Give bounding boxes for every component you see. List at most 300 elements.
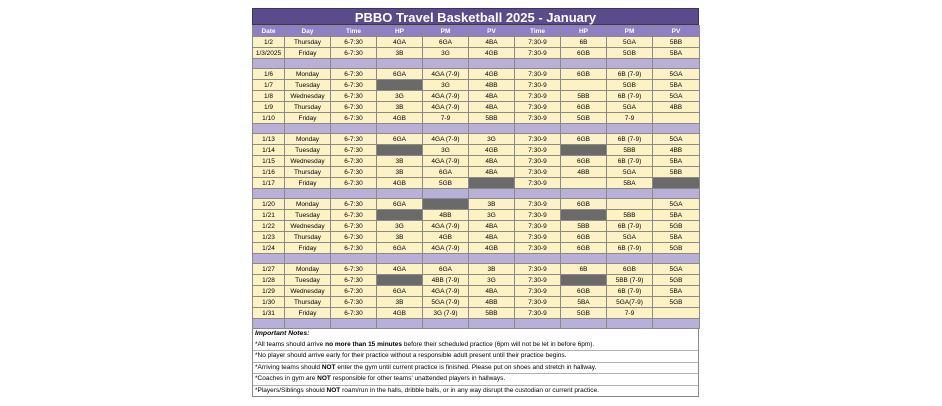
schedule-cell: Friday xyxy=(285,243,331,254)
note-line xyxy=(253,340,698,351)
schedule-cell: 6GB xyxy=(561,156,607,167)
schedule-cell: 1/8 xyxy=(253,91,285,102)
schedule-cell: Wednesday xyxy=(285,221,331,232)
schedule-cell: 4GB xyxy=(377,308,423,319)
note-emphasis: NOT xyxy=(317,375,331,382)
schedule-cell: 1/10 xyxy=(253,113,285,124)
schedule-row xyxy=(253,243,700,254)
column-header-2: Time xyxy=(331,26,377,37)
schedule-cell: 5BA xyxy=(653,156,700,167)
column-header-8: PM xyxy=(607,26,653,37)
schedule-cell: 5GB xyxy=(653,275,700,286)
schedule-cell: Wednesday xyxy=(285,91,331,102)
schedule-cell: 5BA xyxy=(653,48,700,59)
separator-cell xyxy=(253,59,285,69)
schedule-row xyxy=(253,134,700,145)
column-header-1: Day xyxy=(285,26,331,37)
schedule-cell: 7:30-9 xyxy=(515,221,561,232)
schedule-cell: 7:30-9 xyxy=(515,210,561,221)
schedule-cell: 3G (7-9) xyxy=(423,308,469,319)
schedule-cell: Wednesday xyxy=(285,286,331,297)
column-header-0: Date xyxy=(253,26,285,37)
schedule-cell: 4GB xyxy=(423,232,469,243)
column-header-7: HP xyxy=(561,26,607,37)
schedule-cell: 6-7:30 xyxy=(331,80,377,91)
column-header-3: HP xyxy=(377,26,423,37)
schedule-cell: 3G xyxy=(423,48,469,59)
schedule-cell: 4GB xyxy=(469,243,515,254)
schedule-row xyxy=(253,48,700,59)
schedule-cell: 5BA xyxy=(607,178,653,189)
schedule-cell: 5GA xyxy=(653,91,700,102)
schedule-cell: 4GB xyxy=(469,48,515,59)
schedule-cell xyxy=(607,199,653,210)
separator-cell xyxy=(253,189,285,199)
schedule-cell: 7:30-9 xyxy=(515,167,561,178)
schedule-cell: 5BB xyxy=(607,145,653,156)
schedule-cell xyxy=(561,80,607,91)
separator-cell xyxy=(377,254,423,264)
note-line xyxy=(253,362,698,374)
schedule-cell: 5BB xyxy=(469,308,515,319)
schedule-cell: 6-7:30 xyxy=(331,275,377,286)
blocked-cell xyxy=(469,178,515,189)
column-header-4: PM xyxy=(423,26,469,37)
separator-cell xyxy=(423,254,469,264)
schedule-cell: 6GA xyxy=(377,243,423,254)
notes-list xyxy=(253,340,698,397)
week-separator xyxy=(253,254,700,264)
schedule-cell: Friday xyxy=(285,48,331,59)
schedule-cell: 1/6 xyxy=(253,69,285,80)
schedule-cell: 7:30-9 xyxy=(515,69,561,80)
schedule-cell: 4BB xyxy=(561,167,607,178)
column-header-9: PV xyxy=(653,26,700,37)
schedule-cell: 6GB xyxy=(561,134,607,145)
note-line xyxy=(253,373,698,385)
schedule-cell: 4BB xyxy=(653,145,700,156)
separator-cell xyxy=(331,59,377,69)
week-separator xyxy=(253,319,700,329)
separator-cell xyxy=(561,124,607,134)
schedule-row xyxy=(253,178,700,189)
schedule-cell: 1/14 xyxy=(253,145,285,156)
schedule-cell: 6B (7-9) xyxy=(607,286,653,297)
schedule-row xyxy=(253,91,700,102)
separator-cell xyxy=(469,319,515,329)
schedule-cell: 6-7:30 xyxy=(331,297,377,308)
schedule-cell: 7:30-9 xyxy=(515,37,561,48)
schedule-cell: 5GA xyxy=(653,69,700,80)
schedule-cell: 4GA (7-9) xyxy=(423,243,469,254)
schedule-cell: 6-7:30 xyxy=(331,167,377,178)
separator-cell xyxy=(377,124,423,134)
blocked-cell xyxy=(423,199,469,210)
schedule-cell: 4GB xyxy=(469,145,515,156)
schedule-cell: 4BA xyxy=(469,167,515,178)
separator-cell xyxy=(423,59,469,69)
schedule-cell: 7:30-9 xyxy=(515,113,561,124)
schedule-cell: 6GB xyxy=(561,102,607,113)
schedule-cell: 5GB xyxy=(561,308,607,319)
separator-cell xyxy=(607,319,653,329)
separator-cell xyxy=(607,59,653,69)
separator-cell xyxy=(607,189,653,199)
schedule-cell: 1/27 xyxy=(253,264,285,275)
schedule-row xyxy=(253,275,700,286)
schedule-cell: 6GA xyxy=(377,134,423,145)
schedule-cell: 6-7:30 xyxy=(331,113,377,124)
schedule-cell: Thursday xyxy=(285,297,331,308)
blocked-cell xyxy=(377,80,423,91)
schedule-cell: 4GB xyxy=(377,113,423,124)
schedule-cell: Tuesday xyxy=(285,145,331,156)
schedule-cell: 3B xyxy=(377,102,423,113)
schedule-cell: 5GB xyxy=(423,178,469,189)
note-text: roam/run in the halls, dribble balls, or in any way disrupt the custodian or current practice. xyxy=(340,386,599,394)
schedule-cell: 1/17 xyxy=(253,178,285,189)
separator-cell xyxy=(377,189,423,199)
schedule-cell: 5GB xyxy=(653,297,700,308)
schedule-cell: 5GB xyxy=(561,113,607,124)
schedule-cell: 1/2 xyxy=(253,37,285,48)
schedule-cell: 6B (7-9) xyxy=(607,134,653,145)
schedule-cell: 3B xyxy=(377,167,423,178)
schedule-cell: 5GA xyxy=(653,264,700,275)
schedule-cell: 7:30-9 xyxy=(515,80,561,91)
schedule-cell: 7:30-9 xyxy=(515,178,561,189)
note-text: *All teams should arrive xyxy=(255,340,326,348)
schedule-cell: 4BA xyxy=(469,232,515,243)
note-text: *Arriving teams should xyxy=(255,363,322,371)
schedule-cell: Tuesday xyxy=(285,80,331,91)
schedule-cell: 4BA xyxy=(469,286,515,297)
note-emphasis: no more than 15 minutes xyxy=(325,340,403,348)
blocked-cell xyxy=(561,210,607,221)
schedule-cell: 4GA (7-9) xyxy=(423,134,469,145)
note-emphasis: NOT xyxy=(326,386,341,394)
separator-cell xyxy=(561,254,607,264)
separator-cell xyxy=(469,189,515,199)
schedule-cell: 6-7:30 xyxy=(331,145,377,156)
separator-cell xyxy=(423,124,469,134)
schedule-row xyxy=(253,199,700,210)
schedule-cell: 1/31 xyxy=(253,308,285,319)
separator-cell xyxy=(377,59,423,69)
separator-cell xyxy=(377,319,423,329)
note-text: *Players/Siblings should xyxy=(255,386,327,394)
schedule-cell: 5GB xyxy=(653,221,700,232)
schedule-row xyxy=(253,308,700,319)
schedule-cell: 6B (7-9) xyxy=(607,91,653,102)
schedule-cell: 7:30-9 xyxy=(515,243,561,254)
schedule-cell: 3G xyxy=(423,145,469,156)
schedule-cell: Friday xyxy=(285,178,331,189)
separator-cell xyxy=(331,319,377,329)
schedule-cell: 6-7:30 xyxy=(331,69,377,80)
schedule-cell: 5BA xyxy=(653,80,700,91)
schedule-cell: 5BA xyxy=(653,232,700,243)
schedule-cell: 3B xyxy=(377,156,423,167)
schedule-cell: 1/28 xyxy=(253,275,285,286)
separator-cell xyxy=(561,189,607,199)
schedule-cell: 5BA xyxy=(653,286,700,297)
schedule-cell: 5GB xyxy=(653,243,700,254)
schedule-cell: 5GA xyxy=(607,167,653,178)
separator-cell xyxy=(423,319,469,329)
column-header-6: Time xyxy=(515,26,561,37)
schedule-cell: 3B xyxy=(469,264,515,275)
blocked-cell xyxy=(377,275,423,286)
schedule-cell: 5GA xyxy=(607,102,653,113)
schedule-cell: 6-7:30 xyxy=(331,210,377,221)
schedule-cell: 7:30-9 xyxy=(515,286,561,297)
separator-cell xyxy=(331,254,377,264)
schedule-cell: Friday xyxy=(285,113,331,124)
schedule-cell: Thursday xyxy=(285,37,331,48)
schedule-cell: 6GA xyxy=(377,286,423,297)
schedule-row xyxy=(253,145,700,156)
separator-cell xyxy=(285,124,331,134)
schedule-row xyxy=(253,80,700,91)
schedule-cell: 6B (7-9) xyxy=(607,221,653,232)
schedule-cell: 6-7:30 xyxy=(331,37,377,48)
schedule-cell: 4BA xyxy=(469,37,515,48)
schedule-cell: 3G xyxy=(469,210,515,221)
schedule-cell: 3G xyxy=(377,221,423,232)
schedule-cell: 7:30-9 xyxy=(515,156,561,167)
schedule-cell: 7:30-9 xyxy=(515,297,561,308)
schedule-cell: 4GA (7-9) xyxy=(423,69,469,80)
separator-cell xyxy=(653,254,700,264)
schedule-row xyxy=(253,167,700,178)
schedule-table xyxy=(252,25,700,329)
schedule-row xyxy=(253,37,700,48)
schedule-cell: 6-7:30 xyxy=(331,178,377,189)
schedule-cell: 1/22 xyxy=(253,221,285,232)
header-row xyxy=(253,26,700,37)
note-text: *No player should arrive early for their practice without a responsible adult present until their practice begins. xyxy=(255,352,567,359)
schedule-cell: Tuesday xyxy=(285,210,331,221)
schedule-cell: Monday xyxy=(285,134,331,145)
separator-cell xyxy=(515,319,561,329)
schedule-cell: 6GB xyxy=(561,69,607,80)
schedule-cell: 4GA (7-9) xyxy=(423,102,469,113)
schedule-cell: 1/29 xyxy=(253,286,285,297)
schedule-cell: 1/30 xyxy=(253,297,285,308)
schedule-cell: 6GA xyxy=(377,69,423,80)
schedule-cell: 6-7:30 xyxy=(331,221,377,232)
schedule-cell: 6GA xyxy=(423,167,469,178)
schedule-cell: 6-7:30 xyxy=(331,48,377,59)
separator-cell xyxy=(331,124,377,134)
schedule-cell: 4BB xyxy=(423,210,469,221)
schedule-cell: 6B xyxy=(561,264,607,275)
separator-cell xyxy=(469,124,515,134)
schedule-cell: 6-7:30 xyxy=(331,308,377,319)
separator-cell xyxy=(285,189,331,199)
schedule-cell: 6GB xyxy=(561,199,607,210)
schedule-cell: 3B xyxy=(377,48,423,59)
schedule-cell: 6-7:30 xyxy=(331,264,377,275)
schedule-cell: 1/21 xyxy=(253,210,285,221)
schedule-cell: 6-7:30 xyxy=(331,102,377,113)
blocked-cell xyxy=(377,145,423,156)
notes-title: Important Notes: xyxy=(255,330,310,337)
separator-cell xyxy=(331,189,377,199)
separator-cell xyxy=(423,189,469,199)
schedule-cell: 6-7:30 xyxy=(331,199,377,210)
note-text: *Coaches in gym are xyxy=(255,375,318,382)
schedule-cell: 7:30-9 xyxy=(515,48,561,59)
schedule-row xyxy=(253,286,700,297)
schedule-sheet xyxy=(252,8,699,397)
schedule-cell: 6-7:30 xyxy=(331,286,377,297)
separator-cell xyxy=(253,124,285,134)
schedule-cell: 5GA xyxy=(607,232,653,243)
schedule-cell: 5GB xyxy=(607,48,653,59)
schedule-cell: 4BB xyxy=(469,80,515,91)
separator-cell xyxy=(515,189,561,199)
schedule-cell: 3B xyxy=(377,232,423,243)
separator-cell xyxy=(469,59,515,69)
schedule-row xyxy=(253,102,700,113)
schedule-row xyxy=(253,69,700,80)
schedule-cell: 4BB xyxy=(653,102,700,113)
schedule-cell: 4BB (7-9) xyxy=(423,275,469,286)
schedule-cell: 1/24 xyxy=(253,243,285,254)
schedule-cell xyxy=(653,113,700,124)
schedule-cell: 4GA (7-9) xyxy=(423,91,469,102)
schedule-cell: 5BB xyxy=(653,167,700,178)
separator-cell xyxy=(561,319,607,329)
schedule-cell: 3G xyxy=(469,275,515,286)
schedule-cell: 7-9 xyxy=(607,308,653,319)
schedule-cell: 1/9 xyxy=(253,102,285,113)
separator-cell xyxy=(607,124,653,134)
schedule-cell: 6B xyxy=(561,37,607,48)
schedule-cell: 7:30-9 xyxy=(515,308,561,319)
schedule-cell: 3B xyxy=(469,199,515,210)
schedule-cell: 3G xyxy=(423,80,469,91)
schedule-cell: 4BA xyxy=(469,91,515,102)
schedule-cell: 7:30-9 xyxy=(515,134,561,145)
schedule-row xyxy=(253,210,700,221)
separator-cell xyxy=(653,59,700,69)
schedule-row xyxy=(253,113,700,124)
schedule-cell: Thursday xyxy=(285,167,331,178)
schedule-cell: 6GB xyxy=(561,48,607,59)
schedule-cell: 1/3/2025 xyxy=(253,48,285,59)
separator-cell xyxy=(561,59,607,69)
schedule-cell: 6-7:30 xyxy=(331,156,377,167)
schedule-cell: Monday xyxy=(285,69,331,80)
schedule-cell xyxy=(653,308,700,319)
schedule-cell: 1/23 xyxy=(253,232,285,243)
schedule-row xyxy=(253,156,700,167)
separator-cell xyxy=(653,319,700,329)
separator-cell xyxy=(469,254,515,264)
schedule-cell: 1/16 xyxy=(253,167,285,178)
schedule-cell: 6B (7-9) xyxy=(607,156,653,167)
schedule-row xyxy=(253,232,700,243)
schedule-cell: 3B xyxy=(377,297,423,308)
schedule-cell: 4GB xyxy=(377,178,423,189)
blocked-cell xyxy=(561,145,607,156)
important-notes xyxy=(252,329,699,397)
schedule-cell: 6GB xyxy=(561,243,607,254)
schedule-cell: 7-9 xyxy=(423,113,469,124)
schedule-cell: 5BB xyxy=(561,91,607,102)
schedule-cell: Friday xyxy=(285,308,331,319)
schedule-cell: Monday xyxy=(285,199,331,210)
week-separator xyxy=(253,124,700,134)
schedule-row xyxy=(253,264,700,275)
note-text: before their scheduled practice (6pm will not be let in before 6pm). xyxy=(402,340,595,348)
separator-cell xyxy=(653,124,700,134)
schedule-cell: 1/15 xyxy=(253,156,285,167)
schedule-cell: 4GA (7-9) xyxy=(423,156,469,167)
schedule-cell: 4GA xyxy=(377,37,423,48)
schedule-cell: 7:30-9 xyxy=(515,275,561,286)
schedule-cell: 5GA xyxy=(607,37,653,48)
schedule-cell: 5GA xyxy=(653,134,700,145)
schedule-cell: 5GA (7-9) xyxy=(423,297,469,308)
schedule-cell: 6-7:30 xyxy=(331,243,377,254)
schedule-cell: 4GA (7-9) xyxy=(423,221,469,232)
schedule-cell: 4GB xyxy=(469,69,515,80)
schedule-cell: 5BB xyxy=(607,210,653,221)
schedule-cell: Thursday xyxy=(285,232,331,243)
schedule-cell: 4GA xyxy=(377,264,423,275)
separator-cell xyxy=(285,254,331,264)
schedule-cell: 6-7:30 xyxy=(331,91,377,102)
column-header-5: PV xyxy=(469,26,515,37)
schedule-cell: 6-7:30 xyxy=(331,232,377,243)
separator-cell xyxy=(253,319,285,329)
note-line xyxy=(253,385,698,397)
schedule-cell: 7:30-9 xyxy=(515,102,561,113)
schedule-cell: Monday xyxy=(285,264,331,275)
schedule-cell: 7:30-9 xyxy=(515,199,561,210)
schedule-cell: 7:30-9 xyxy=(515,232,561,243)
week-separator xyxy=(253,189,700,199)
schedule-cell: Thursday xyxy=(285,102,331,113)
schedule-cell: 6GA xyxy=(377,199,423,210)
schedule-cell: 5BA xyxy=(561,297,607,308)
schedule-cell: 6GB xyxy=(561,232,607,243)
note-text: enter the gym until current practice is finished. Please put on shoes and stretch in hallway. xyxy=(335,363,597,371)
schedule-cell: 3G xyxy=(377,91,423,102)
schedule-cell: 4GA (7-9) xyxy=(423,286,469,297)
note-text: responsible for other teams' unattended players in hallways. xyxy=(330,375,506,382)
separator-cell xyxy=(607,254,653,264)
schedule-cell: 1/13 xyxy=(253,134,285,145)
separator-cell xyxy=(515,124,561,134)
schedule-cell: 7-9 xyxy=(607,113,653,124)
schedule-cell: 6GA xyxy=(423,37,469,48)
schedule-cell: 7:30-9 xyxy=(515,91,561,102)
schedule-cell: 5BB xyxy=(469,113,515,124)
schedule-cell: 5BB (7-9) xyxy=(607,275,653,286)
schedule-cell: 6B (7-9) xyxy=(607,243,653,254)
schedule-cell: Tuesday xyxy=(285,275,331,286)
schedule-cell: 6GB xyxy=(561,286,607,297)
schedule-cell: 4BA xyxy=(469,102,515,113)
separator-cell xyxy=(515,59,561,69)
schedule-cell: 1/20 xyxy=(253,199,285,210)
schedule-cell: 5BB xyxy=(653,37,700,48)
